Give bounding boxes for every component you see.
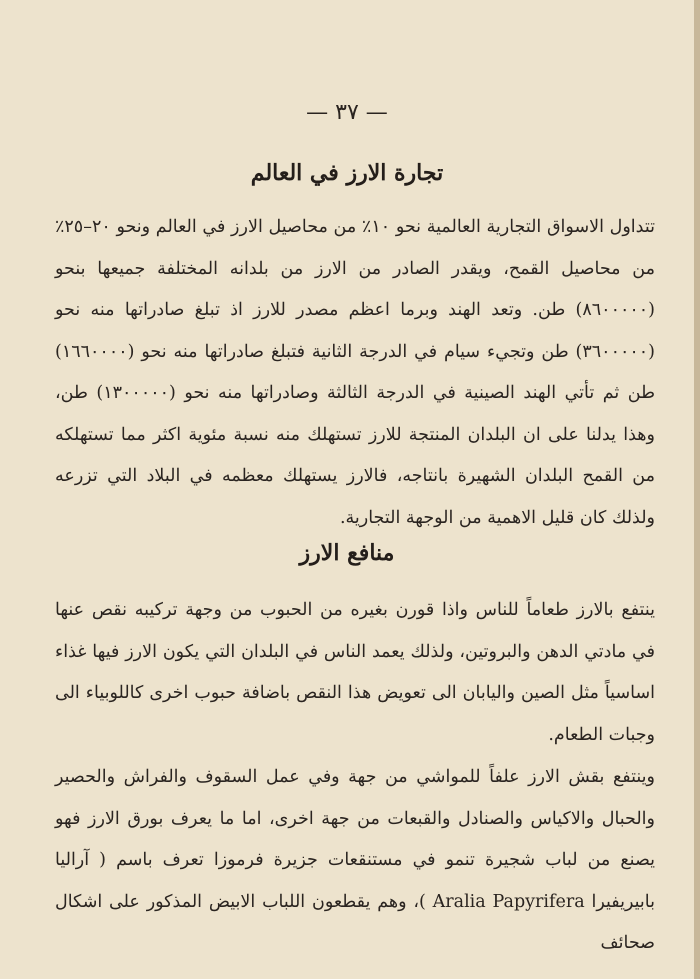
paragraph-rice-straw: وينتفع بقش الارز علفاً للمواشي من جهة وفي عمل السقوف والفراش والحصير والحبال والاكياس والصنادل والقبعات من جهة اخرى، اما ما يعرف بورق الارز فهو يصنع من لباب شجيرة تنمو في مستنقعات جزيرة فرموزا تعرف باسم ( آراليا بابيريفيرا Aralia Papyrifera )، وهم يقطعون اللباب الابيض المذكور على اشكال صحائف [55,767,655,953]
page-number: — ٣٧ — [306,100,388,125]
paragraph-rice-trade: تتداول الاسواق التجارية العالمية نحو ١٠٪ من محاصيل الارز في العالم ونحو ٢٠–٢٥٪ من محاصيل القمح، ويقدر الصادر من الارز من بلدانه المختلفة جميعها بنحو (٨٦٠٠٠٠٠) طن. وتعد الهند وبرما اعظم مصدر للارز اذ تبلغ صادراتها منه نحو (٣٦٠٠٠٠٠) طن وتجيء سيام في الدرجة الثانية فتبلغ صادراتها منه نحو (١٦٦٠٠٠٠) طن ثم تأتي الهند الصينية في الدرجة الثالثة وصادراتها منه نحو (١٣٠٠٠٠٠) طن، وهذا يدلنا على ان البلدان المنتجة للارز تستهلك منه نسبة مئوية اكثر مما تستهلكه من القمح البلدان الشهيرة بانتاجه، فالارز يستهلك معظمه في البلاد التي تزرعه ولذلك كان قليل الاهمية من الوجهة التجارية. [55,217,656,528]
paragraph-rice-food: ينتفع بالارز طعاماً للناس واذا قورن بغيره من الحبوب من وجهة تركيبه نقص عنها في مادتي الدهن والبروتين، ولذلك يعمد الناس في البلدان التي يكون الارز فيها غذاء اساسياً مثل الصين واليابان الى تعويض هذا النقص باضافة حبوب اخرى كاللوبياء الى وجبات الطعام. [55,600,655,745]
section-title-rice-trade: تجارة الارز في العالم [250,160,444,186]
section-title-rice-benefits: منافع الارز [299,540,395,566]
